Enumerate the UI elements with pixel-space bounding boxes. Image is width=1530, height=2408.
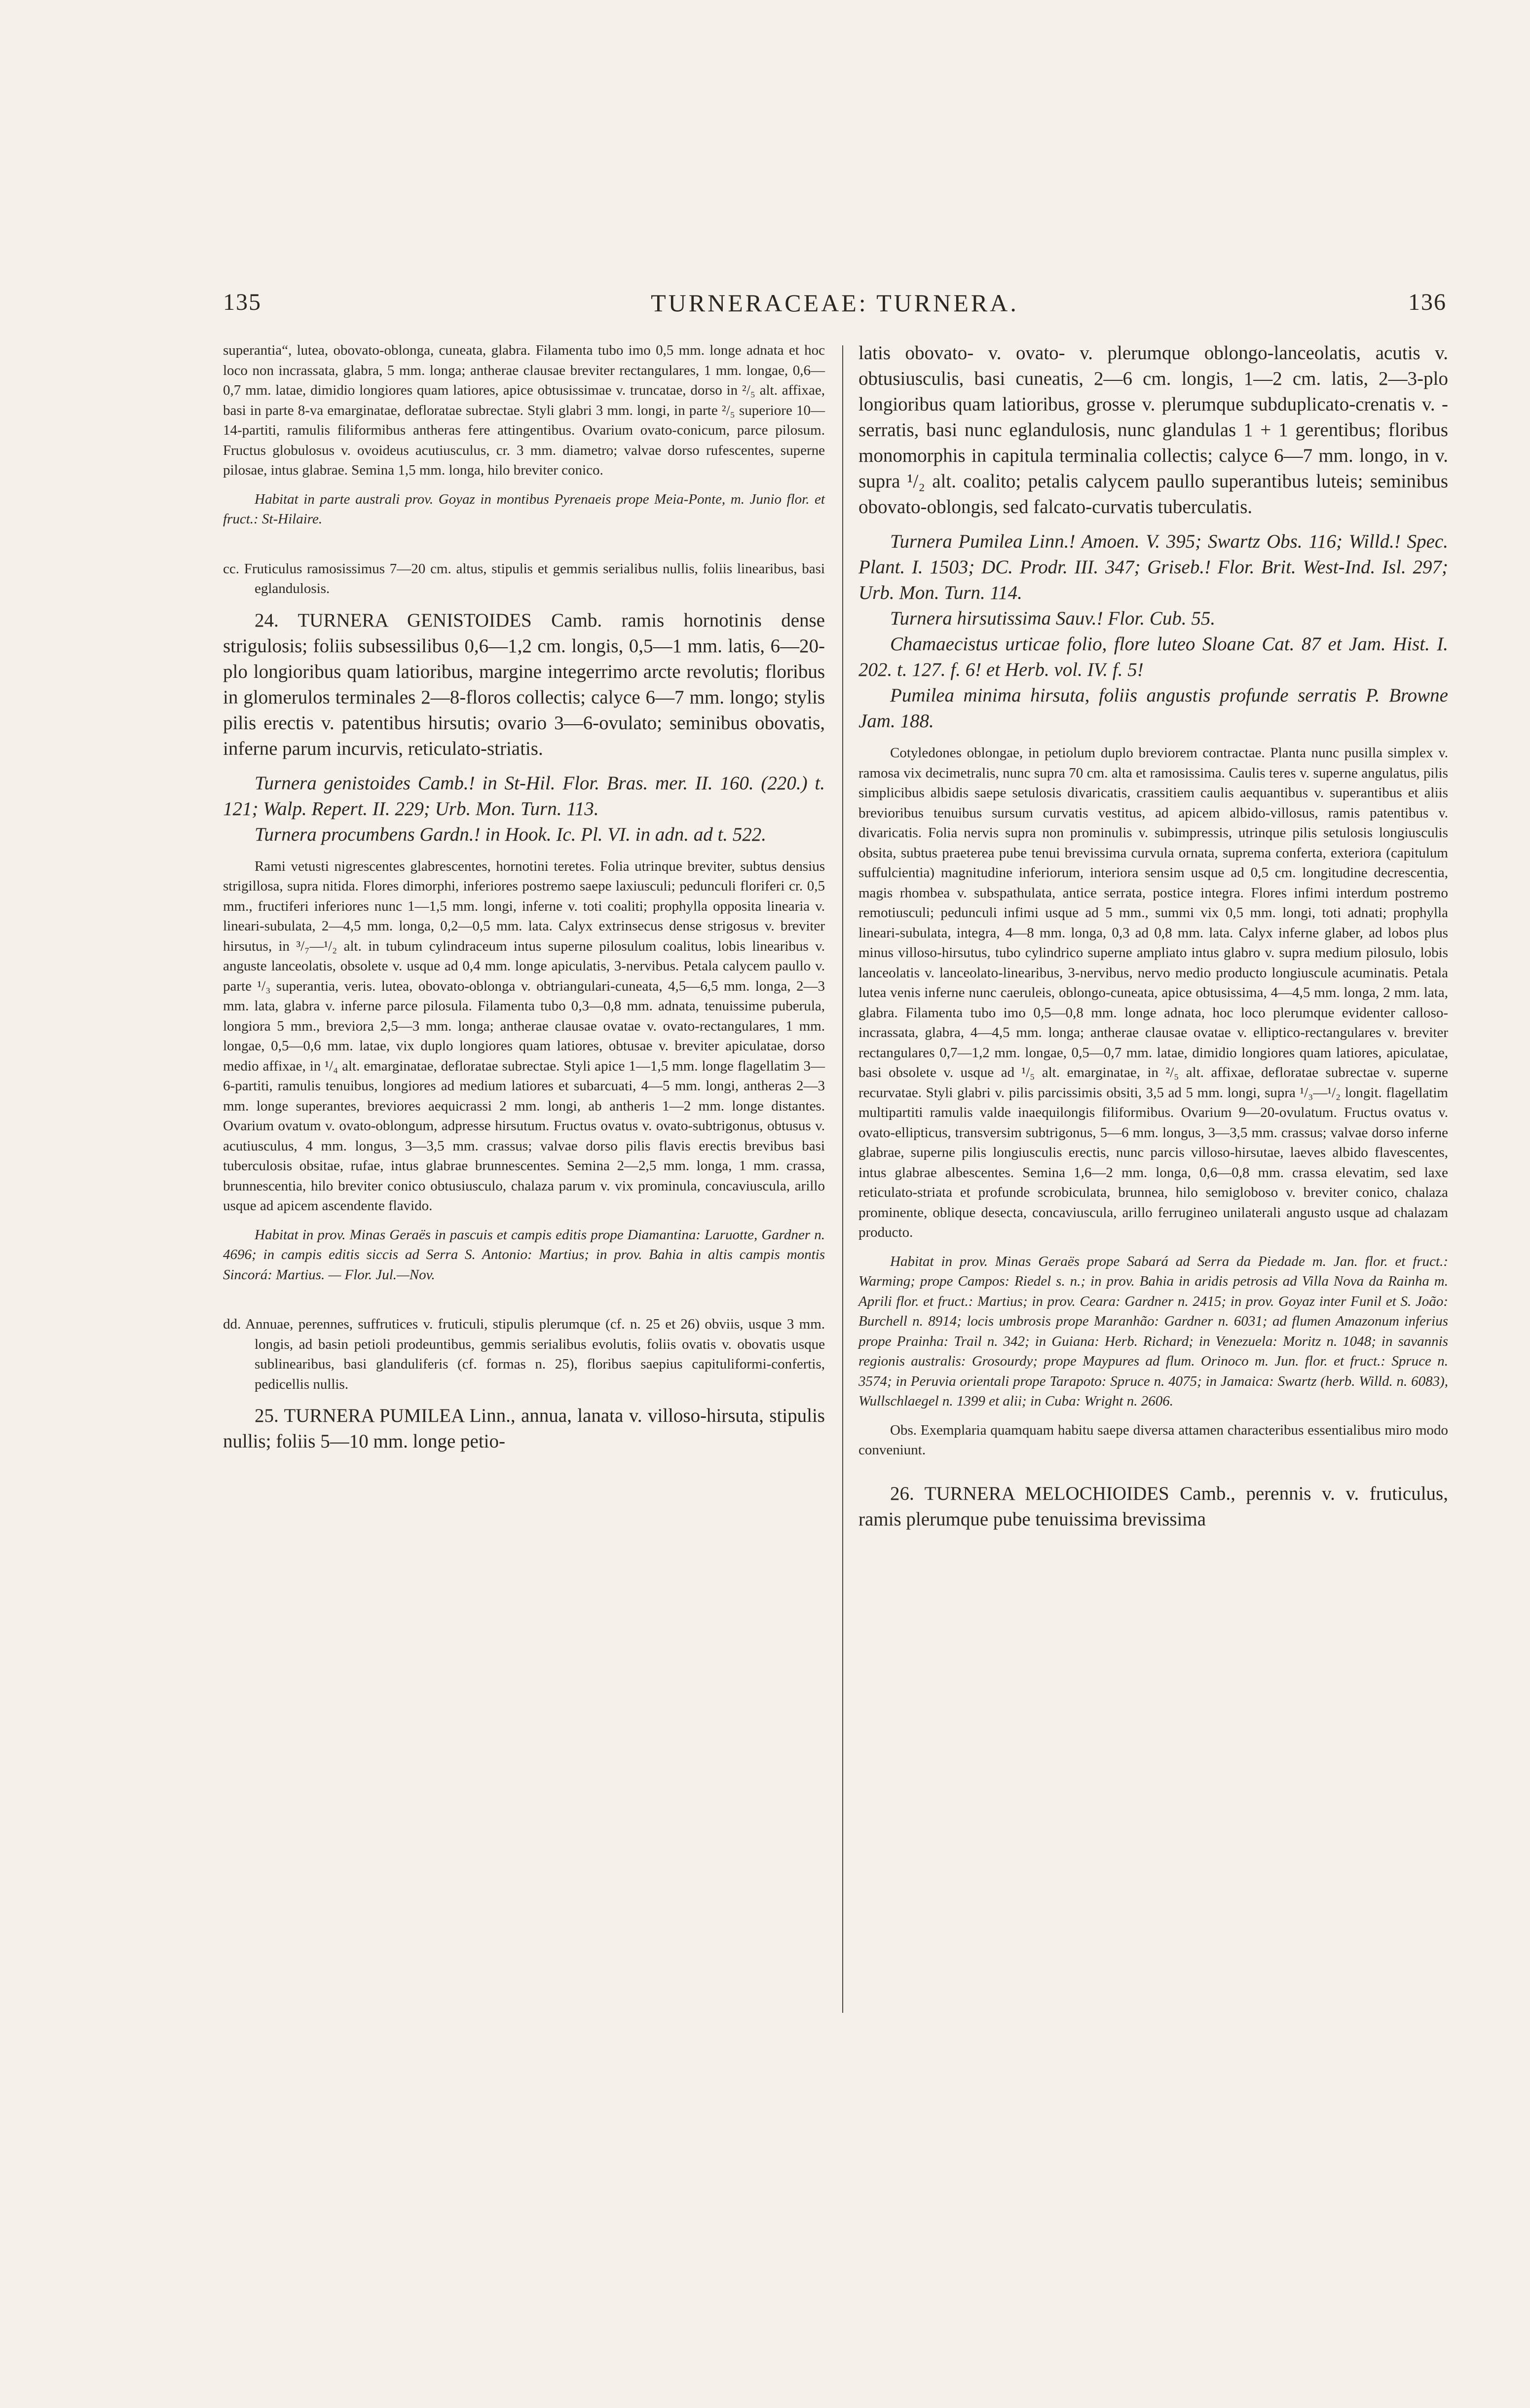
habitat-paragraph: Habitat in parte australi prov. Goyaz in montibus Pyrenaeis prope Meia-Ponte, m. Junio flor. et fruct.: St-Hilaire. xyxy=(223,491,825,527)
synonym-paragraph: Turnera hirsutissima Sauv.! Flor. Cub. 55. xyxy=(890,608,1216,629)
habitat-paragraph: Habitat in prov. Minas Geraës in pascuis et campis editis prope Diamantina: Laruotte, Gardner n. 4696; in campis editis siccis ad Serra S. Antonio: Martius; in prov. Bahia in altis campis montis Sincorá: Martius. — Flor. Jul.—Nov. xyxy=(223,1226,825,1283)
synonym-paragraph: Turnera procumbens Gardn.! in Hook. Ic. Pl. VI. in adn. ad t. 522. xyxy=(255,823,767,845)
page-number-left: 135 xyxy=(223,289,261,315)
species-diagnosis-26: 26. TURNERA MELOCHIOIDES Camb., perennis v. v. fruticulus, ramis plerumque pube tenuissima brevissima xyxy=(858,1482,1448,1530)
species-diagnosis-24: 24. TURNERA GENISTOIDES Camb. ramis hornotinis dense strigulosis; foliis subsessilibus 0,6—1,2 cm. longis, 0,5—1 mm. latis, 6—20-plo longioribus quam latioribus, margine integerrimo arcte revolutis; floribus in glomerulos terminales 2—8-floros collectis; calyce 6—7 mm. longo; stylis pilis erectis v. patentibus hirsutis; ovario 3—6-ovulato; seminibus obovatis, inferne parum incurvis, reticulato-striatis. xyxy=(223,609,825,759)
synonym-paragraph: Pumilea minima hirsuta, foliis angustis profunde serratis P. Browne Jam. 188. xyxy=(858,685,1448,732)
page-header xyxy=(223,289,1447,328)
synonym-paragraph: Chamaecistus urticae folio, flore luteo Sloane Cat. 87 et Jam. Hist. I. 202. t. 127. f. 6! et Herb. vol. IV. f. 5! xyxy=(858,633,1448,680)
species-diagnosis-25: 25. TURNERA PUMILEA Linn., annua, lanata v. villoso-hirsuta, stipulis nullis; foliis 5—10 mm. longe petio- xyxy=(223,1405,825,1452)
description-paragraph: Cotyledones oblongae, in petiolum duplo breviorem contractae. Planta nunc pusilla simplex v. ramosa vix decimetralis, nunc supra 70 cm. alta et ramosissima. Caulis teres v. superne angulatus, pilis simplicibus albidis saepe setulosis divaricatis, crassitiem caulis aequantibus v. superantibus et aliis brevioribus tenuibus sursum curvatis vestitus, ad apicem albido-villosus, ramis patentibus v. divaricatis. Folia nervis supra non prominulis v. subimpressis, utrinque pilis setulosis longiusculis obsita, subtus praeterea pube tenui brevissima curvula ornata, suprema conferta, exteriora (capitulum suffulcientia) magnitudine inferiorum, interiora sensim usque ad 0,5 cm. longitudine decrescentia, magis rhombea v. subspathulata, antice serrata, postice integra. Flores infimi interdum postremo remotiusculi; pedunculi infimi usque ad 5 mm., summi vix 0,5 mm. longi, toti adnati; prophylla lineari-subulata, integra, 4—8 mm. longa, 0,3 ad 0,8 mm. lata. Calyx inferne glaber, ad lobos plus minus villoso-hirsutus, tubo cylindrico superne ampliato intus glabro v. supra medium pilosulo, lobis lanceolatis v. lanceolato-linearibus, 3-nervibus, nervo medio producto longiuscule acuminatis. Petala lutea venis inferne nunc caeruleis, oblongo-cuneata, apice obtusissima, 4—4,5 mm. longa, 2 mm. lata, glabra. Filamenta tubo imo 0,5—0,8 mm. longe adnata, hoc loco plerumque evidenter calloso-incrassata, glabra, 4—4,5 mm. longa; antherae clausae ovatae v. elliptico-rectangulares v. breviter rectangulares 0,7—1,2 mm. longae, 0,5—0,7 mm. latae, dimidio longiores quam latiores, apiculatae, basi obsolete v. usque ad ¹/₅ alt. emarginatae, in ²/₅ alt. affixae, defloratae subrectae v. superne recurvatae. Styli glabri v. pilis parcissimis obsiti, 3,5 ad 5 mm. longi, supra ¹/₃—¹/₂ longit. flagellatim multipartiti ramulis valde inaequilongis filiformibus. Ovarium 9—20-ovulatum. Fructus ovatus v. ovato-ellipticus, transversim subtrigonus, 5—6 mm. longus, 3—3,5 mm. crassus; valvae dorso inferne glabrae, superne pilis longiusculis erectis, nunc parcis villoso-hirsutae, laeves albido flavescentes, intus glabrae albescentes. Semina 1,6—2 mm. longa, 0,6—0,8 mm. crassa elevatim, sed laxe reticulato-striata et profunde scrobiculata, brunnea, hilo semigloboso v. breviter conico, chalaza prominente, oblique desecta, concaviuscula, arillo ferrugineo unilaterali angusto usque ad chalazam producto. xyxy=(858,745,1448,1240)
key-paragraph: dd. Annuae, perennes, suffrutices v. fruticuli, stipulis plerumque (cf. n. 25 et 26) obviis, usque 3 mm. longis, ad basin petioli prodeuntibus, gemmis serialibus evolutis, foliis ovatis v. obovatis usque sublinearibus, basi glanduliferis (cf. formas n. 25), floribus saepius capituliformi-confertis, pedicellis nullis. xyxy=(223,1316,825,1392)
observation-note: Obs. Exemplaria quamquam habitu saepe diversa attamen characteribus essentialibus miro modo conveniunt. xyxy=(858,1422,1448,1458)
running-title: TURNERACEAE: TURNERA. xyxy=(651,289,1019,317)
habitat-paragraph: Habitat in prov. Minas Geraës prope Sabará ad Serra da Piedade m. Jan. flor. et fruct.: Warming; prope Campos: Riedel s. n.; in prov. Bahia in aridis petrosis ad Villa Nova da Rainha m. Aprili flor. et fruct.: Martius; in prov. Ceara: Gardner n. 2415; in prov. Goyaz inter Funil et S. João: Burchell n. 8914; locis umbrosis prope Maranhão: Gardner n. 6031; ad flumen Amazonum inferius prope Prainha: Trail n. 342; in Guiana: Herb. Richard; in Venezuela: Moritz n. 1048; in savannis regionis australis: Grosourdy; prope Maypures ad flum. Orinoco m. Jun. flor. et fruct.: Spruce n. 3574; in Peruvia orientali prope Tarapoto: Spruce n. 4075; in Jamaica: Swartz (herb. Willd. n. 6083), Wullschlaegel n. 1399 et alii; in Cuba: Wright n. 2606. xyxy=(858,1253,1448,1409)
page-number-right: 136 xyxy=(1408,289,1447,315)
synonym-paragraph: Turnera genistoides Camb.! in St-Hil. Flor. Bras. mer. II. 160. (220.) t. 121; Walp. Repert. II. 229; Urb. Mon. Turn. 113. xyxy=(223,772,825,819)
key-paragraph: cc. Fruticulus ramosissimus 7—20 cm. altus, stipulis et gemmis serialibus nullis, foliis linearibus, basi eglandulosis. xyxy=(223,560,825,596)
right-column xyxy=(858,340,1448,1532)
species-diagnosis-continuation: latis obovato- v. ovato- v. plerumque oblongo-lanceolatis, acutis v. obtusiusculis, basi cuneatis, 2—6 cm. longis, 1—2 cm. latis, 2—3-plo longioribus quam latioribus, grosse v. plerumque subduplicato-crenatis v. -serratis, basi nunc eglandulosis, nunc glandulas 1 + 1 gerentibus; floribus monomorphis in capitula terminalia collectis; calyce 6—7 mm. longo, in v. supra ¹/₂ alt. coalito; petalis calycem paullo superantibus luteis; seminibus obovato-oblongis, sed falcato-curvatis tuberculatis. xyxy=(858,342,1448,518)
description-paragraph: Rami vetusti nigrescentes glabrescentes, hornotini teretes. Folia utrinque breviter, subtus densius strigillosa, supra nitida. Flores dimorphi, inferiores postremo saepe laxiusculi; pedunculi floriferi cr. 0,5 mm., fructiferi inferiores nunc 1—1,5 mm. longi, inferne v. toti coaliti; prophylla opposita linearia v. lineari-subulata, 2—4,5 mm. longa, 0,2—0,5 mm. lata. Calyx extrinsecus dense strigosus v. breviter hirsutus, in ³/₇—¹/₂ alt. in tubum cylindraceum intus superne pilosulum coalitus, lobis linearibus v. anguste lanceolatis, obsolete v. usque ad 0,4 mm. longe apiculatis, 3-nervibus. Petala calycem paullo v. parte ¹/₃ superantia, veris. lutea, obovato-oblonga v. obtriangulari-cuneata, 4,5—6,5 mm. longa, 2—3 mm. lata, glabra v. inferne parce pilosula. Filamenta tubo 0,3—0,8 mm. adnata, tenuissime puberula, longiora 5 mm., breviora 2,5—3 mm. longa; antherae clausae ovatae v. ovato-rectangulares, 1 mm. longae, 0,5—0,6 mm. latae, vix duplo longiores quam latiores, obtusae v. breviter apiculatae, dorso medio affixae, in ¹/₄ alt. emarginatae, defloratae subrectae. Styli apice 1—1,5 mm. longe flagellatim 3—6-partiti, ramulis tenuibus, longiores ad medium latiores et subarcuati, 4—5 mm. longi, antheras 2—3 mm. longe superantes, breviores aequicrassi 2 mm. longi, ab antheris 1—2 mm. longe distantes. Ovarium ovatum v. ovato-oblongum, adpresse hirsutum. Fructus ovatus v. ovato-subtrigonus, obtusus v. acutiusculus, 4 mm. longus, 3—3,5 mm. crassus; valvae dorso pilis flavis erectis brevibus basi tuberculosis obsitae, rufae, intus glabrae brunnescentes. Semina 2—2,5 mm. longa, 1 mm. crassa, brunnescentia, hilo breviter conico obtusiusculo, chalaza parum v. vix prominula, concaviuscula, arillo usque ad apicem ascendente flavido. xyxy=(223,858,825,1214)
column-divider xyxy=(842,345,843,2013)
description-continuation: superantia“, lutea, obovato-oblonga, cuneata, glabra. Filamenta tubo imo 0,5 mm. longe adnata et hoc loco non incrassata, glabra, 5 mm. longa; antherae clausae breviter rectangulares, 1 mm. longae, 0,6—0,7 mm. latae, dimidio longiores quam latiores, apice obtusissimae v. truncatae, dorso in ²/₅ alt. affixae, basi in parte 8-va emarginatae, defloratae subrectae. Styli glabri 3 mm. longi, in parte ²/₅ superiore 10—14-partiti, ramulis filiformibus antheras fere attingentibus. Ovarium ovato-conicum, parce pilosum. Fructus globulosus v. ovoideus acutiusculus, cr. 3 mm. diametro; valvae dorso rufescentes, superne pilosae, intus glabrae. Semina 1,5 mm. longa, hilo breviter conico. xyxy=(223,342,825,478)
synonym-paragraph: Turnera Pumilea Linn.! Amoen. V. 395; Swartz Obs. 116; Willd.! Spec. Plant. I. 1503; DC. Prodr. III. 347; Griseb.! Flor. Brit. West-Ind. Isl. 297; Urb. Mon. Turn. 114. xyxy=(858,531,1448,603)
left-column xyxy=(223,340,825,1454)
